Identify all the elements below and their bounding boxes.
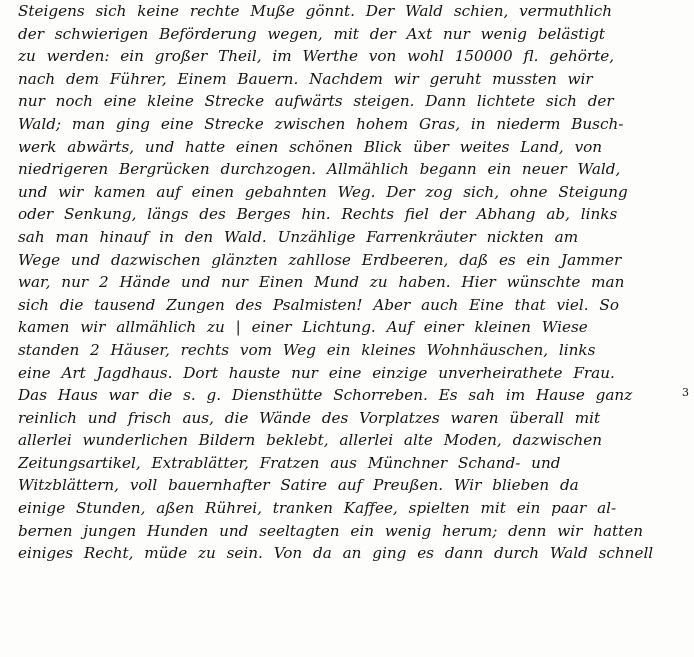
text-line: Wald; man ging eine Strecke zwischen hohem Gras, in niederm Busch- [18,114,624,133]
text-line: der schwierigen Beförderung wegen, mit der Axt nur wenig belästigt [18,24,606,43]
text-line: sich die tausend Zungen des Psalmisten! Aber auch Eine that viel. So [18,295,619,314]
text-line: eine Art Jagdhaus. Dort hauste nur eine einzige unverheirathete Frau. [18,363,615,382]
text-line: Wege und dazwischen glänzten zahllose Erdbeeren, daß es ein Jammer [18,250,622,269]
text-line: werk abwärts, und hatte einen schönen Blick über weites Land, von [18,137,603,156]
text-line: niedrigeren Bergrücken durchzogen. Allmählich begann ein neuer Wald, [18,160,621,179]
text-line: Das Haus war die s. g. Diensthütte Schorreben. Es sah im Hause ganz [18,386,633,405]
text-line: zu werden: ein großer Theil, im Werthe von wohl 150000 fl. gehörte, [18,47,615,66]
text-line: standen 2 Häuser, rechts vom Weg ein kleines Wohnhäuschen, links [18,340,596,359]
text-line: allerlei wunderlichen Bildern beklebt, allerlei alte Moden, dazwischen [18,431,603,450]
text-line: bernen jungen Hunden und seeltagten ein wenig herum; denn wir hatten [18,521,644,540]
text-line: nach dem Führer, Einem Bauern. Nachdem wir geruht mussten wir [18,69,593,88]
text-line: Witzblättern, voll bauernhafter Satire auf Preußen. Wir blieben da [18,476,579,495]
text-line: nur noch eine kleine Strecke aufwärts steigen. Dann lichtete sich der [18,92,614,111]
text-line: Zeitungsartikel, Extrablätter, Fratzen aus Münchner Schand- und [18,453,561,472]
text-line: war, nur 2 Hände und nur Einen Mund zu haben. Hier wünschte man [18,273,625,292]
margin-page-number: 3 [682,386,689,399]
body-text [18,0,686,565]
text-line: oder Senkung, längs des Berges hin. Rechts fiel der Abhang ab, links [18,205,618,224]
text-line: kamen wir allmählich zu | einer Lichtung. Auf einer kleinen Wiese [18,318,588,337]
text-line: einiges Recht, müde zu sein. Von da an ging es dann durch Wald schnell [18,544,654,563]
text-line: reinlich und frisch aus, die Wände des Vorplatzes waren überall mit [18,408,601,427]
text-line: und wir kamen auf einen gebahnten Weg. Der zog sich, ohne Steigung [18,182,628,201]
text-line: Steigens sich keine rechte Muße gönnt. Der Wald schien, vermuthlich [18,2,613,20]
text-line: einige Stunden, aßen Rührei, tranken Kaffee, spielten mit ein paar al- [18,499,617,518]
text-line: sah man hinauf in den Wald. Unzählige Farrenkräuter nickten am [18,227,579,246]
